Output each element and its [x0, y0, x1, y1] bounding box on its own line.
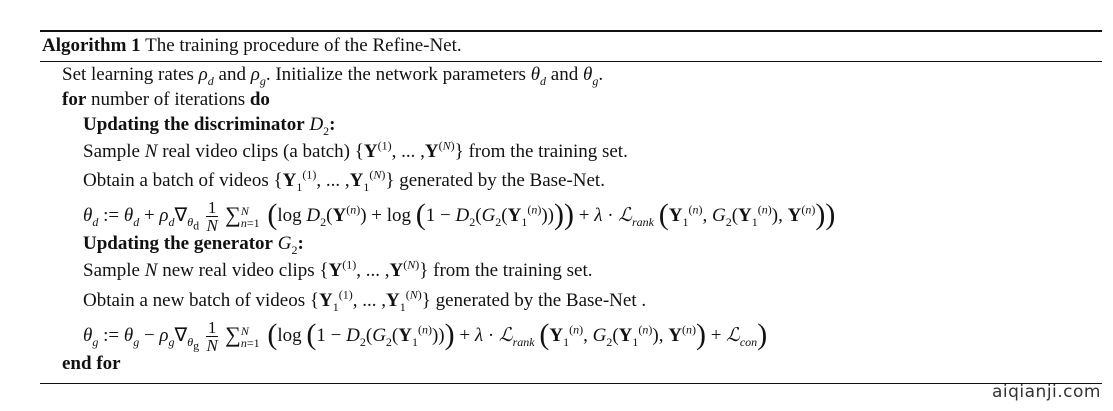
caption-text: The training procedure of the Refine-Net. — [145, 35, 462, 56]
init-and: and — [218, 64, 246, 85]
disc-sample-text-2: real video clips (a batch) — [162, 141, 350, 162]
gen-sample-text-2: new real video clips — [162, 260, 315, 281]
end-for-line — [40, 353, 1102, 377]
gen-header: Updating the generator $G_2$: — [83, 233, 304, 257]
do-keyword: do — [249, 89, 270, 110]
algorithm-caption — [40, 32, 1102, 56]
disc-obtain-text-2: generated by the Base-Net. — [399, 170, 605, 191]
disc-sample-line: Sample N real video clips (a batch) {$Y^{(1)}$, ... $,Y^{(N)}$} from the training set. — [83, 138, 628, 162]
gen-obtain-text-2: generated by the Base-Net . — [435, 290, 647, 311]
disc-header-text: Updating the discriminator — [83, 114, 305, 135]
gen-header-text: Updating the generator — [83, 233, 273, 254]
for-keyword: for — [62, 89, 87, 110]
init-line: Set learning rates $\rho_d$ and $\rho_g$. Initialize the network parameters $\theta_d$ and $\theta_g$. — [62, 64, 604, 88]
watermark: aiqianji.com — [991, 382, 1101, 402]
disc-obtain-text: Obtain a batch of videos — [83, 170, 269, 191]
gen-sample-line: Sample N new real video clips {$Y^{(1)}$, ... $,Y^{(N)}$} from the training set. — [83, 257, 593, 281]
init-params: . Initialize the network parameters — [265, 64, 526, 85]
end-for-keyword: end for — [62, 353, 121, 374]
disc-obtain-line: Obtain a batch of videos {$Y_1^{(1)}$, ... $,Y_1^{(N)}$} generated by the Base-Net. — [83, 167, 605, 194]
algorithm-block — [40, 30, 1102, 384]
gen-update-equation: $\theta_g$ := $\theta_g - \rho_g\nabla_{\theta_g}$ $\frac{1}{N}$ ∑N n=1 (log $(1 - D_2(G_2(Y_1^{(n)}))) + \lambda$ · ℒ$_{rank}$ ($Y_1^{(n)}$, $G_2(Y_1^{(n)})$, $Y^{(n)}$) + ℒ$_{con}$) — [83, 317, 768, 355]
init-text: Set learning rates — [62, 64, 194, 85]
for-line — [40, 87, 1102, 112]
disc-sample-text-3: from the training set. — [468, 141, 628, 162]
caption-label: Algorithm 1 — [42, 35, 141, 56]
disc-update-equation: $\theta_d$ := $\theta_d + \rho_d\nabla_{\theta_d}$ $\frac{1}{N}$ ∑N n=1 (log $D_2(Y^{(n)}) + \log (1 - D_2(G_2(Y_1^{(n)})))) + \lambda$ · ℒ$_{rank}$ ($Y_1^{(n)}$, $G_2(Y_1^{(n)})$, $Y^{(n)}$)) — [83, 197, 836, 235]
gen-obtain-line: Obtain a new batch of videos {$Y_1^{(1)}$, ... $,Y_1^{(N)}$} generated by the Base-Net . — [83, 287, 647, 314]
disc-header: Updating the discriminator $D_2$: — [83, 114, 336, 138]
bottom-rule — [40, 383, 1102, 384]
init-and-2: and — [550, 64, 579, 85]
gen-sample-text: Sample — [83, 260, 140, 281]
for-text: number of iterations — [91, 89, 246, 110]
gen-sample-text-3: from the training set. — [433, 260, 593, 281]
gen-obtain-text: Obtain a new batch of videos — [83, 290, 306, 311]
disc-sample-text: Sample — [83, 141, 140, 162]
